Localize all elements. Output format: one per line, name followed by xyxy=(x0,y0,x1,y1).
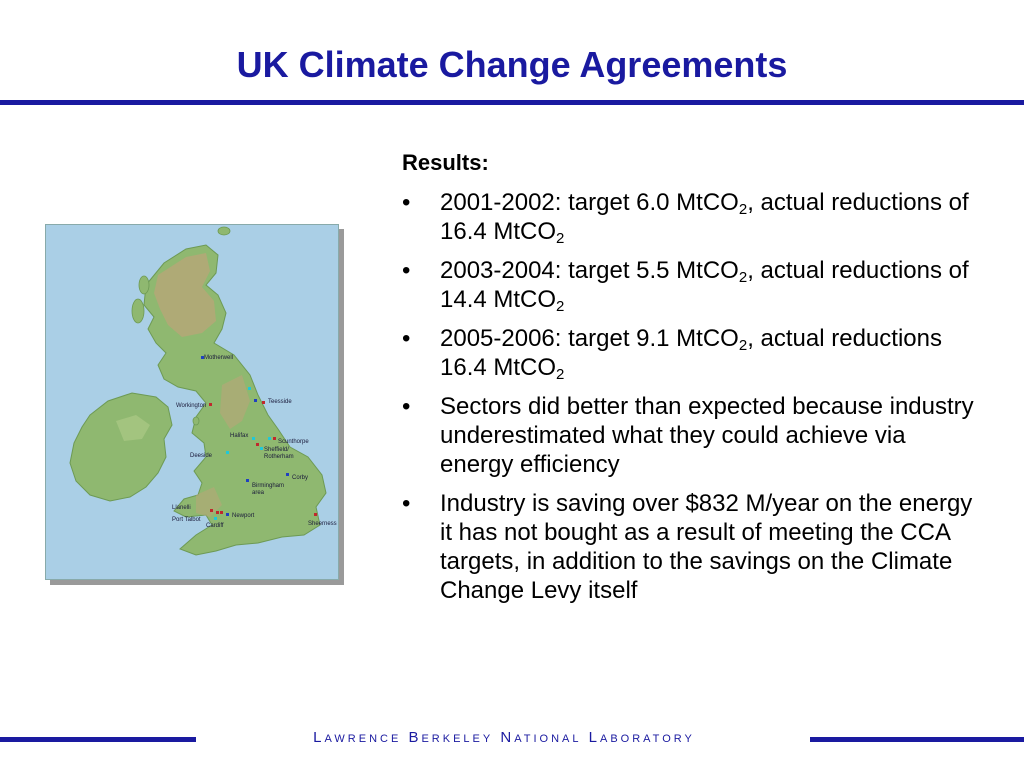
label-cardiff: Cardiff xyxy=(206,523,224,529)
marker-corby xyxy=(286,473,289,476)
label-workington: Workington xyxy=(176,403,207,409)
label-motherwell: Motherwell xyxy=(204,355,234,361)
footer-divider-right xyxy=(810,737,1024,742)
marker-south-wales-1 xyxy=(210,509,213,512)
marker-south-wales-4 xyxy=(214,517,217,520)
label-teesside: Teesside xyxy=(268,399,292,405)
marker-sheffield-2 xyxy=(260,447,263,450)
bullet-symbol: • xyxy=(402,393,411,420)
label-newport: Newport xyxy=(232,513,255,519)
label-sheerness: Sheerness xyxy=(308,521,337,527)
bullet-text: Industry is saving over $832 M/year on the energy it has not bought as a result of meeting the CCA targets, in addition to the savings on the Climate Change Levy itself xyxy=(440,490,973,604)
marker-scunthorpe-2 xyxy=(273,437,276,440)
footer-organization: Lawrence Berkeley National Laboratory xyxy=(313,729,695,746)
label-sheffield: Sheffield/ xyxy=(264,447,289,453)
results-heading: Results: xyxy=(402,150,489,175)
label-halifax: Halifax xyxy=(230,433,249,439)
bullet-symbol: • xyxy=(402,325,411,352)
marker-teesside-1 xyxy=(254,399,257,402)
marker-halifax xyxy=(252,437,255,440)
label-scunthorpe: Scunthorpe xyxy=(278,439,309,445)
uk-map xyxy=(45,224,339,580)
marker-deeside xyxy=(226,451,229,454)
list-item: • 2001-2002: target 6.0 MtCO$_2$, actual reductions of 16.4 MtCO$_2$ xyxy=(402,189,969,247)
marker-scunthorpe-1 xyxy=(268,437,271,440)
label-llanelli: Llanelli xyxy=(172,505,191,511)
footer-divider-left xyxy=(0,737,196,742)
list-item: • 2005-2006: target 9.1 MtCO$_2$, actual reductions 16.4 MtCO$_2$ xyxy=(402,325,942,383)
bullet-symbol: • xyxy=(402,189,411,216)
list-item xyxy=(402,392,982,479)
marker-north-cyan xyxy=(248,387,251,390)
marker-sheffield-1 xyxy=(256,443,259,446)
label-deeside: Deeside xyxy=(190,453,213,459)
list-item xyxy=(402,489,982,605)
marker-sheerness xyxy=(314,513,317,516)
label-port-talbot: Port Talbot xyxy=(172,517,201,523)
marker-workington xyxy=(209,403,212,406)
marker-teesside-2 xyxy=(262,401,265,404)
label-birmingham: Birmingham xyxy=(252,483,285,489)
label-rotherham: Rotherham xyxy=(264,454,294,460)
slide-title: UK Climate Change Agreements xyxy=(236,44,788,85)
marker-south-wales-3 xyxy=(220,511,223,514)
bullet-symbol: • xyxy=(402,257,411,284)
marker-south-wales-2 xyxy=(216,511,219,514)
bullet-symbol: • xyxy=(402,490,411,517)
list-item: • 2003-2004: target 5.5 MtCO$_2$, actual reductions of 14.4 MtCO$_2$ xyxy=(402,257,969,315)
uk-map-graphic xyxy=(46,225,338,579)
marker-newport xyxy=(226,513,229,516)
marker-birmingham xyxy=(246,479,249,482)
label-corby: Corby xyxy=(292,475,309,481)
label-birmingham-area: area xyxy=(252,490,265,496)
results-list xyxy=(402,188,982,615)
bullet-text: Sectors did better than expected because industry underestimated what they could achieve via energy efficiency xyxy=(440,393,974,478)
title-divider xyxy=(0,100,1024,105)
